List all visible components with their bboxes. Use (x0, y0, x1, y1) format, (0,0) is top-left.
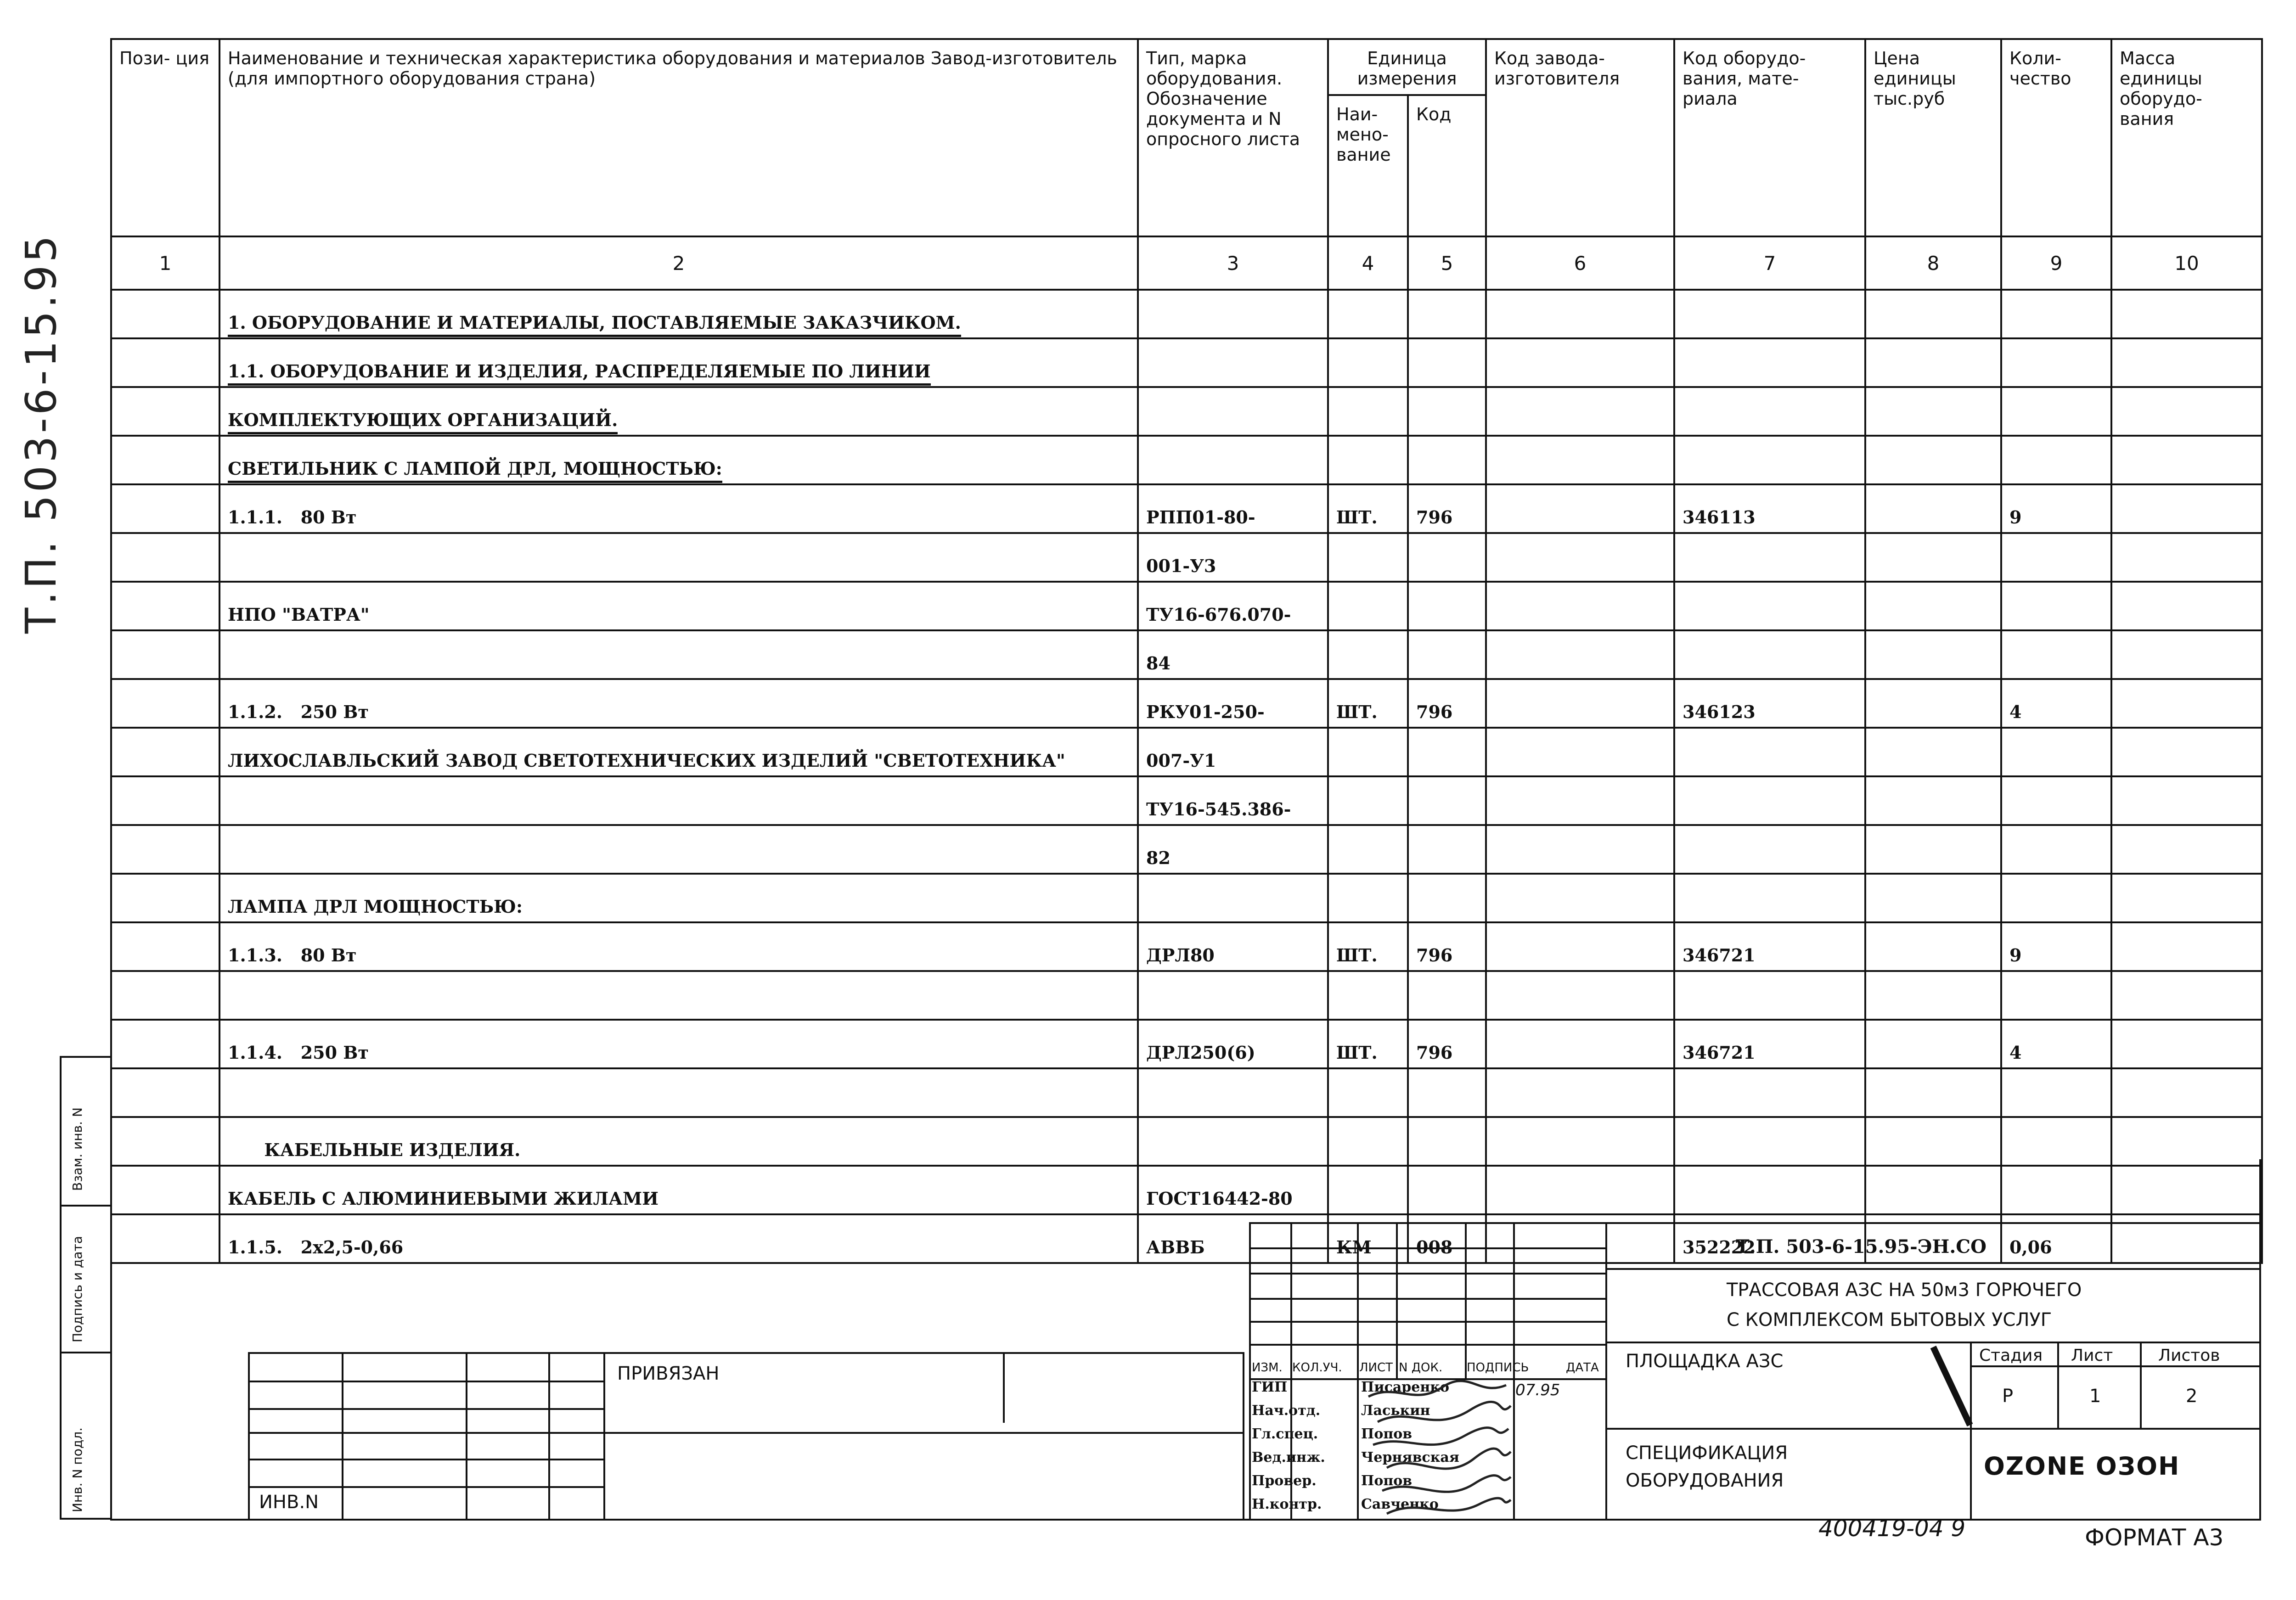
cell-c2: ЛИХОСЛАВЛЬСКИЙ ЗАВОД СВЕТОТЕХНИЧЕСКИХ ИЗДЕЛИЙ "СВЕТОТЕХНИКА" (219, 728, 1138, 776)
cell-empty (1865, 1117, 2001, 1166)
cell-empty (111, 971, 219, 1020)
cell-empty (1865, 387, 2001, 436)
cell-empty (2111, 290, 2262, 338)
cell-c5 (1408, 874, 1486, 922)
cell-empty (1486, 679, 1674, 728)
cell-c9: 4 (2001, 1020, 2111, 1068)
cell-empty (1486, 1020, 1674, 1068)
cell-empty (111, 728, 219, 776)
cell-c5: 008 (1408, 1214, 1486, 1263)
table-row (111, 825, 2262, 874)
cell-empty (2111, 776, 2262, 825)
specification-table (110, 38, 2263, 1264)
cell-empty (1486, 728, 1674, 776)
project-title-line-2: С КОМПЛЕКСОМ БЫТОВЫХ УСЛУГ (1727, 1309, 2052, 1331)
column-number: 7 (1674, 236, 1865, 290)
cell-c9 (2001, 874, 2111, 922)
cell-empty (111, 1020, 219, 1068)
cell-empty (2111, 533, 2262, 582)
column-number: 9 (2001, 236, 2111, 290)
cell-c2 (219, 825, 1138, 874)
cell-empty (1865, 679, 2001, 728)
cell-c4: ШТ. (1328, 679, 1408, 728)
cell-c9 (2001, 290, 2111, 338)
cell-c3 (1138, 290, 1328, 338)
signatory-role: Гл.спец. (1252, 1426, 1318, 1442)
cell-c2: НПО "ВАТРА" (219, 582, 1138, 630)
cell-c5 (1408, 1117, 1486, 1166)
cell-c3: РКУ01-250- (1138, 679, 1328, 728)
cell-c2: КАБЕЛЬ С АЛЮМИНИЕВЫМИ ЖИЛАМИ (219, 1166, 1138, 1214)
cell-empty (1865, 874, 2001, 922)
cell-c4 (1328, 825, 1408, 874)
header-material-code: Код оборудо- вания, мате- риала (1674, 39, 1865, 236)
cell-empty (1865, 582, 2001, 630)
binding-label: ПРИВЯЗАН (617, 1363, 720, 1384)
cell-c3: РПП01-80- (1138, 484, 1328, 533)
cell-c3: ДРЛ250(6) (1138, 1020, 1328, 1068)
cell-c9 (2001, 338, 2111, 387)
cell-empty (1865, 630, 2001, 679)
cell-c9 (2001, 533, 2111, 582)
column-number: 8 (1865, 236, 2001, 290)
cell-c5 (1408, 776, 1486, 825)
cell-c3: ТУ16-545.386- (1138, 776, 1328, 825)
signatory-name: Писаренко (1361, 1379, 1449, 1395)
cell-empty (2111, 679, 2262, 728)
cell-empty (1486, 436, 1674, 484)
signatory-role: Н.контр. (1252, 1496, 1322, 1512)
diagonal-mark (1929, 1342, 1975, 1428)
cell-empty (1865, 922, 2001, 971)
cell-empty (111, 922, 219, 971)
cell-c2: КАБЕЛЬНЫЕ ИЗДЕЛИЯ. (219, 1117, 1138, 1166)
cell-empty (2111, 728, 2262, 776)
cell-empty (111, 582, 219, 630)
cell-empty (2111, 630, 2262, 679)
cell-c2 (219, 533, 1138, 582)
cell-c9: 9 (2001, 922, 2111, 971)
cell-c7: 346113 (1674, 484, 1865, 533)
cell-c4 (1328, 387, 1408, 436)
cell-c7 (1674, 1117, 1865, 1166)
cell-c5 (1408, 630, 1486, 679)
cell-c9 (2001, 1068, 2111, 1117)
cell-empty (1865, 776, 2001, 825)
underlined-text: 1. ОБОРУДОВАНИЕ И МАТЕРИАЛЫ, ПОСТАВЛЯЕМЫЕ ЗАКАЗЧИКОМ. (228, 312, 961, 337)
cell-c2 (219, 971, 1138, 1020)
underlined-text: КОМПЛЕКТУЮЩИХ ОРГАНИЗАЦИЙ. (228, 410, 618, 434)
cell-c3 (1138, 436, 1328, 484)
cell-c5 (1408, 533, 1486, 582)
cell-c4 (1328, 436, 1408, 484)
cell-c7 (1674, 582, 1865, 630)
cell-c3 (1138, 387, 1328, 436)
site-title: ПЛОЩАДКА АЗС (1626, 1351, 1784, 1372)
cell-c7 (1674, 825, 1865, 874)
side-stamp-label: Инв. N подл. (70, 1427, 85, 1512)
cell-empty (111, 679, 219, 728)
table-row (111, 484, 2262, 533)
table-row (111, 874, 2262, 922)
cell-c2 (219, 630, 1138, 679)
cell-c9 (2001, 582, 2111, 630)
cell-c5 (1408, 290, 1486, 338)
cell-empty (111, 338, 219, 387)
table-row (111, 436, 2262, 484)
stage-value: Р (2002, 1386, 2014, 1407)
column-number: 10 (2111, 236, 2262, 290)
header-mass: Масса единицы оборудо- вания (2111, 39, 2262, 236)
cell-c2 (219, 338, 1138, 387)
cell-c4: ШТ. (1328, 484, 1408, 533)
cell-empty (111, 484, 219, 533)
cell-empty (1486, 582, 1674, 630)
stamp-header-list: ЛИСТ (1359, 1361, 1393, 1375)
cell-c2 (219, 387, 1138, 436)
header-position: Пози- ция (111, 39, 219, 236)
cell-empty (111, 533, 219, 582)
cell-c7 (1674, 436, 1865, 484)
cell-c7 (1674, 776, 1865, 825)
cell-empty (111, 290, 219, 338)
cell-empty (1486, 825, 1674, 874)
header-quantity: Коли- чество (2001, 39, 2111, 236)
cell-c7 (1674, 630, 1865, 679)
cell-c4 (1328, 533, 1408, 582)
cell-c9 (2001, 630, 2111, 679)
cell-empty (1486, 1068, 1674, 1117)
signatory-role: Нач.отд. (1252, 1403, 1321, 1419)
cell-empty (1865, 290, 2001, 338)
cell-empty (1865, 825, 2001, 874)
binding-box (248, 1352, 1244, 1521)
cell-c3 (1138, 338, 1328, 387)
cell-c5 (1408, 728, 1486, 776)
cell-empty (1486, 971, 1674, 1020)
cell-c4 (1328, 630, 1408, 679)
cell-c9 (2001, 776, 2111, 825)
project-title-line-1: ТРАССОВАЯ АЗС НА 50м3 ГОРЮЧЕГО (1727, 1280, 2082, 1301)
cell-c3 (1138, 971, 1328, 1020)
cell-empty (2111, 1117, 2262, 1166)
cell-empty (1865, 338, 2001, 387)
stamp-header-ndok: N ДОК. (1399, 1361, 1443, 1375)
cell-c9 (2001, 971, 2111, 1020)
format-label: ФОРМАТ А3 (2085, 1524, 2224, 1551)
cell-empty (1486, 533, 1674, 582)
cell-empty (2111, 1068, 2262, 1117)
cell-c3: ГОСТ16442-80 (1138, 1166, 1328, 1214)
cell-empty (1486, 484, 1674, 533)
cell-c7 (1674, 971, 1865, 1020)
table-row (111, 922, 2262, 971)
cell-c4 (1328, 776, 1408, 825)
table-row (111, 1020, 2262, 1068)
cell-c4 (1328, 971, 1408, 1020)
approval-date: 07.95 (1515, 1381, 1560, 1399)
cell-c5: 796 (1408, 922, 1486, 971)
cell-c4 (1328, 338, 1408, 387)
cell-empty (1486, 630, 1674, 679)
signatory-name: Чернявская (1361, 1449, 1459, 1465)
cell-c7 (1674, 533, 1865, 582)
inventory-label: ИНВ.N (259, 1492, 319, 1513)
column-number: 5 (1408, 236, 1486, 290)
cell-c4 (1328, 1068, 1408, 1117)
cell-c7: 346123 (1674, 679, 1865, 728)
sheet-value: 1 (2089, 1386, 2101, 1407)
cell-c9 (2001, 387, 2111, 436)
stamp-header-izm: ИЗМ. (1252, 1361, 1283, 1375)
cell-c5 (1408, 387, 1486, 436)
cell-c7 (1674, 290, 1865, 338)
cell-empty (1865, 971, 2001, 1020)
handwritten-signatures (1359, 1378, 1515, 1521)
table-row (111, 290, 2262, 338)
table-row (111, 728, 2262, 776)
table-row (111, 533, 2262, 582)
cell-c7: 346721 (1674, 1020, 1865, 1068)
cell-c3: ДРЛ80 (1138, 922, 1328, 971)
table-row (111, 630, 2262, 679)
side-stamp-label: Подпись и дата (70, 1236, 85, 1342)
cell-c4 (1328, 1117, 1408, 1166)
cell-c2 (219, 776, 1138, 825)
stamp-header-data: ДАТА (1566, 1361, 1599, 1375)
cell-c7 (1674, 338, 1865, 387)
signatory-name: Попов (1361, 1426, 1412, 1442)
cell-c5 (1408, 825, 1486, 874)
sheets-total-label: Листов (2158, 1346, 2220, 1365)
cell-c5: 796 (1408, 679, 1486, 728)
cell-empty (1865, 533, 2001, 582)
sheet-label: Лист (2071, 1346, 2113, 1365)
cell-c5 (1408, 971, 1486, 1020)
stamp-header-koluch: КОЛ.УЧ. (1292, 1361, 1342, 1375)
cell-c4 (1328, 582, 1408, 630)
signatory-role: Провер. (1252, 1473, 1317, 1489)
table-row (111, 1068, 2262, 1117)
side-stamp (60, 1056, 110, 1520)
side-stamp-label: Взам. инв. N (70, 1107, 85, 1191)
cell-c2: 1.1.5. 2х2,5-0,66 (219, 1214, 1138, 1263)
cell-c7 (1674, 874, 1865, 922)
underlined-text: 1.1. ОБОРУДОВАНИЕ И ИЗДЕЛИЯ, РАСПРЕДЕЛЯЕМЫЕ ПО ЛИНИИ (228, 361, 931, 386)
side-document-code: Т.П. 503-6-15.95 (17, 232, 66, 634)
cell-empty (2111, 922, 2262, 971)
cell-empty (111, 1068, 219, 1117)
cell-c3: АВВБ (1138, 1214, 1328, 1263)
cell-c2: ЛАМПА ДРЛ МОЩНОСТЬЮ: (219, 874, 1138, 922)
cell-empty (1865, 484, 2001, 533)
cell-empty (2111, 387, 2262, 436)
cell-c3: ТУ16-676.070- (1138, 582, 1328, 630)
cell-empty (111, 1117, 219, 1166)
cell-empty (2111, 825, 2262, 874)
title-block (1249, 1222, 2261, 1521)
cell-c2: 1.1.4. 250 Вт (219, 1020, 1138, 1068)
cell-c4 (1328, 728, 1408, 776)
cell-c7 (1674, 387, 1865, 436)
cell-empty (1486, 776, 1674, 825)
cell-empty (2111, 436, 2262, 484)
cell-c9: 4 (2001, 679, 2111, 728)
cell-empty (1486, 387, 1674, 436)
cell-empty (1865, 728, 2001, 776)
cell-c3: 001-У3 (1138, 533, 1328, 582)
cell-c5 (1408, 338, 1486, 387)
signatory-name: Попов (1361, 1473, 1412, 1489)
cell-c3 (1138, 874, 1328, 922)
table-row (111, 679, 2262, 728)
cell-empty (111, 630, 219, 679)
cell-c4: ШТ. (1328, 1020, 1408, 1068)
sheet-title-line-1: СПЕЦИФИКАЦИЯ (1626, 1443, 1788, 1464)
table-row (111, 1117, 2262, 1166)
cell-empty (2111, 338, 2262, 387)
cell-c3 (1138, 1117, 1328, 1166)
cell-c5: 796 (1408, 484, 1486, 533)
cell-c4: КМ (1328, 1214, 1408, 1263)
column-number: 1 (111, 236, 219, 290)
cell-empty (2111, 1020, 2262, 1068)
cell-c2: 1.1.2. 250 Вт (219, 679, 1138, 728)
cell-c3: 007-У1 (1138, 728, 1328, 776)
signatory-role: ГИП (1252, 1379, 1288, 1395)
header-type: Тип, марка оборудования. Обозначение документа и N опросного листа (1138, 39, 1328, 236)
cell-c5 (1408, 1068, 1486, 1117)
cell-empty (1865, 1068, 2001, 1117)
cell-c4 (1328, 874, 1408, 922)
sheet-title-line-2: ОБОРУДОВАНИЯ (1626, 1470, 1784, 1491)
cell-c4: ШТ. (1328, 922, 1408, 971)
cell-c2 (219, 1068, 1138, 1117)
table-row (111, 776, 2262, 825)
cell-empty (2111, 874, 2262, 922)
cell-c2: 1.1.3. 80 Вт (219, 922, 1138, 971)
specification-rows (111, 290, 2262, 1263)
header-unit-code: Код (1408, 95, 1486, 236)
header-maker-code: Код завода- изготовителя (1486, 39, 1674, 236)
stage-label: Стадия (1979, 1346, 2043, 1365)
cell-c7: 346721 (1674, 922, 1865, 971)
cell-c9 (2001, 1117, 2111, 1166)
stamp-document-code: Т.П. 503-6-15.95-ЭН.СО (1736, 1236, 1986, 1258)
cell-empty (1865, 1020, 2001, 1068)
cell-c9 (2001, 728, 2111, 776)
cell-empty (2111, 971, 2262, 1020)
cell-empty (1486, 1117, 1674, 1166)
cell-empty (1486, 338, 1674, 387)
sheets-total-value: 2 (2186, 1386, 2198, 1407)
cell-empty (1486, 290, 1674, 338)
header-price: Цена единицы тыс.руб (1865, 39, 2001, 236)
cell-c2: 1.1.1. 80 Вт (219, 484, 1138, 533)
cell-empty (111, 874, 219, 922)
ozone-logo: OZONE ОЗОН (1984, 1452, 2180, 1481)
table-row (111, 387, 2262, 436)
underlined-text: СВЕТИЛЬНИК С ЛАМПОЙ ДРЛ, МОЩНОСТЬЮ: (228, 458, 722, 483)
column-number: 2 (219, 236, 1138, 290)
column-number: 3 (1138, 236, 1328, 290)
cell-c3 (1138, 1068, 1328, 1117)
signatory-name: Ласькин (1361, 1403, 1430, 1419)
cell-empty (2111, 484, 2262, 533)
cell-c9: 0,06 (2001, 1214, 2111, 1263)
cell-c9: 9 (2001, 484, 2111, 533)
cell-empty (111, 825, 219, 874)
signatory-role: Вед.инж. (1252, 1449, 1325, 1465)
cell-c4 (1328, 290, 1408, 338)
cell-empty (2111, 582, 2262, 630)
cell-c2 (219, 436, 1138, 484)
stamp-header-podpis: ПОДПИСЬ (1467, 1361, 1529, 1375)
signatory-name: Савченко (1361, 1496, 1439, 1512)
cell-c5 (1408, 436, 1486, 484)
cell-c7 (1674, 1068, 1865, 1117)
cell-c5 (1408, 582, 1486, 630)
cell-empty (111, 436, 219, 484)
cell-c5: 796 (1408, 1020, 1486, 1068)
header-name: Наименование и техническая характеристика оборудования и материалов Завод-изготовитель (для импортного оборудования страна) (219, 39, 1138, 236)
archive-number: 400419-04 9 (1818, 1515, 1966, 1542)
column-number: 4 (1328, 236, 1408, 290)
header-unit-name: Наи- мено- вание (1328, 95, 1408, 236)
cell-c7 (1674, 728, 1865, 776)
header-unit: Единица измерения (1328, 39, 1486, 95)
cell-c7: 352222 (1674, 1214, 1865, 1263)
table-row (111, 338, 2262, 387)
cell-empty (1486, 874, 1674, 922)
cell-empty (111, 776, 219, 825)
cell-c3: 82 (1138, 825, 1328, 874)
cell-empty (1865, 436, 2001, 484)
column-number: 6 (1486, 236, 1674, 290)
cell-empty (111, 387, 219, 436)
cell-c9 (2001, 436, 2111, 484)
cell-c2 (219, 290, 1138, 338)
table-row (111, 971, 2262, 1020)
cell-empty (1486, 922, 1674, 971)
cell-c9 (2001, 825, 2111, 874)
cell-c3: 84 (1138, 630, 1328, 679)
table-row (111, 582, 2262, 630)
